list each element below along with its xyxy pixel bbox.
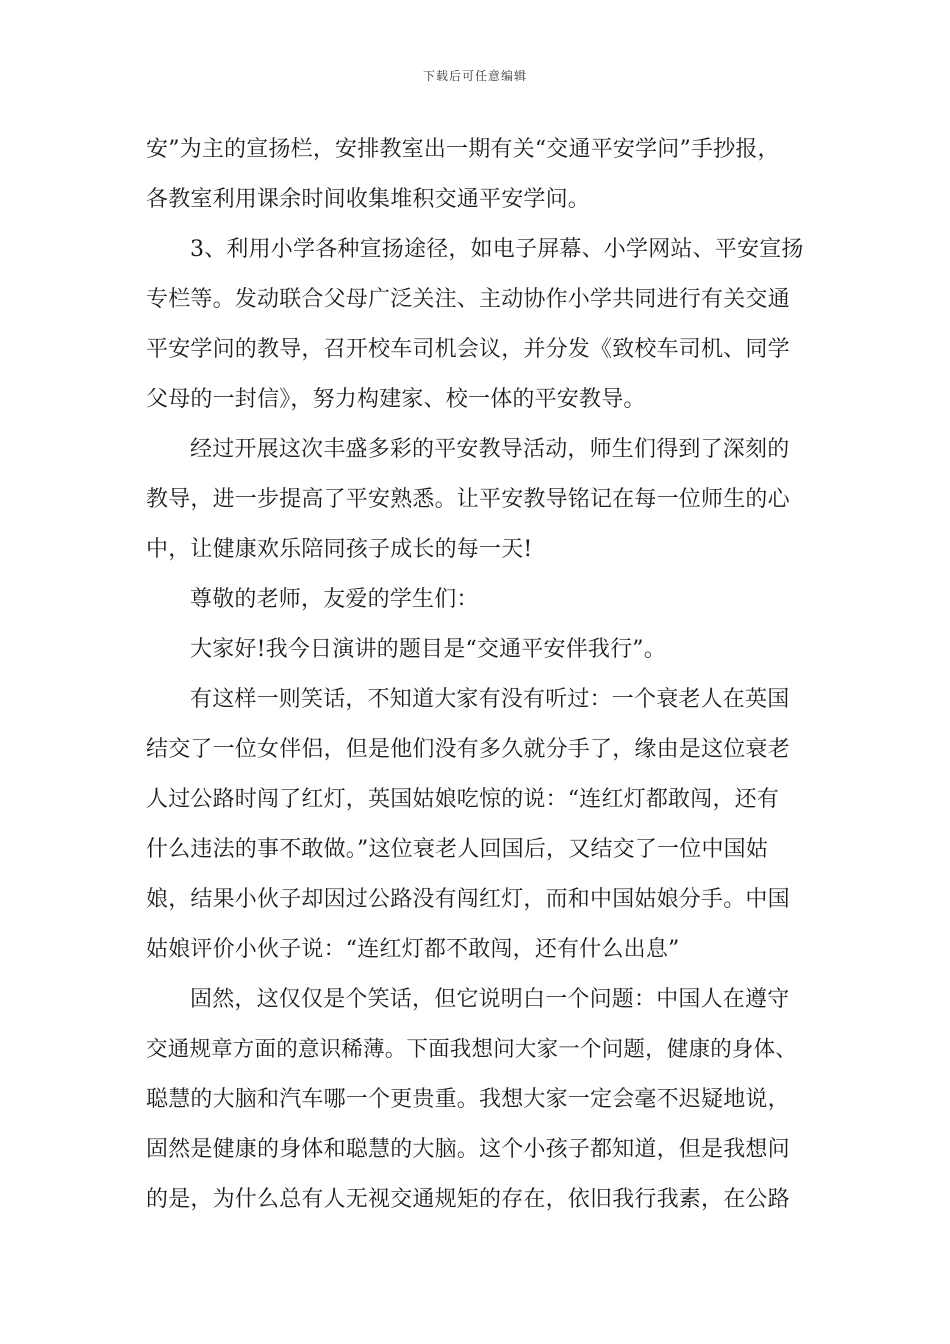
text-line: 聪慧的大脑和汽车哪一个更贵重。我想大家一定会毫不迟疑地说， (146, 1087, 790, 1112)
text-line: 3、利用小学各种宣扬途径，如电子屏幕、小学网站、平安宣扬 (190, 237, 804, 262)
text-line: 人过公路时闯了红灯，英国姑娘吃惊的说：“连红灯都敢闯，还有 (146, 787, 780, 812)
text-line: 大家好!我今日演讲的题目是“交通平安伴我行”。 (190, 637, 666, 662)
text-line: 经过开展这次丰盛多彩的平安教导活动，师生们得到了深刻的 (190, 437, 790, 462)
text-line: 结交了一位女伴侣，但是他们没有多久就分手了，缘由是这位衰老 (146, 737, 790, 762)
text-line: 有这样一则笑话，不知道大家有没有听过：一个衰老人在英国 (190, 687, 790, 712)
text-line: 专栏等。发动联合父母广泛关注、主动协作小学共同进行有关交通 (146, 287, 790, 312)
page-header: 下载后可任意编辑 (422, 69, 527, 83)
text-line: 娘，结果小伙子却因过公路没有闯红灯，而和中国姑娘分手。中国 (146, 887, 790, 912)
text-line: 固然，这仅仅是个笑话，但它说明白一个问题：中国人在遵守 (190, 987, 790, 1012)
text-line: 的是，为什么总有人无视交通规矩的存在，依旧我行我素，在公路 (146, 1187, 790, 1212)
text-line: 平安学问的教导，召开校车司机会议，并分发《致校车司机、同学 (146, 337, 790, 362)
text-line: 父母的一封信》，努力构建家、校一体的平安教导。 (146, 387, 646, 412)
text-line: 尊敬的老师，友爱的学生们： (190, 587, 479, 612)
document-body (146, 125, 806, 1225)
text-line: 姑娘评价小伙子说：“连红灯都不敢闯，还有什么出息” (146, 937, 680, 962)
text-line: 各教室利用课余时间收集堆积交通平安学问。 (146, 187, 591, 212)
text-line: 固然是健康的身体和聪慧的大脑。这个小孩子都知道，但是我想问 (146, 1137, 790, 1162)
text-line: 交通规章方面的意识稀薄。下面我想问大家一个问题，健康的身体、 (146, 1037, 798, 1062)
text-line: 安”为主的宣扬栏，安排教室出一期有关“交通平安学问”手抄报， (146, 137, 780, 162)
text-line: 中，让健康欢乐陪同孩子成长的每一天! (146, 537, 533, 562)
text-line: 什么违法的事不敢做。”这位衰老人回国后，又结交了一位中国姑 (146, 837, 769, 862)
text-line: 教导，进一步提高了平安熟悉。让平安教导铭记在每一位师生的心 (146, 487, 790, 512)
